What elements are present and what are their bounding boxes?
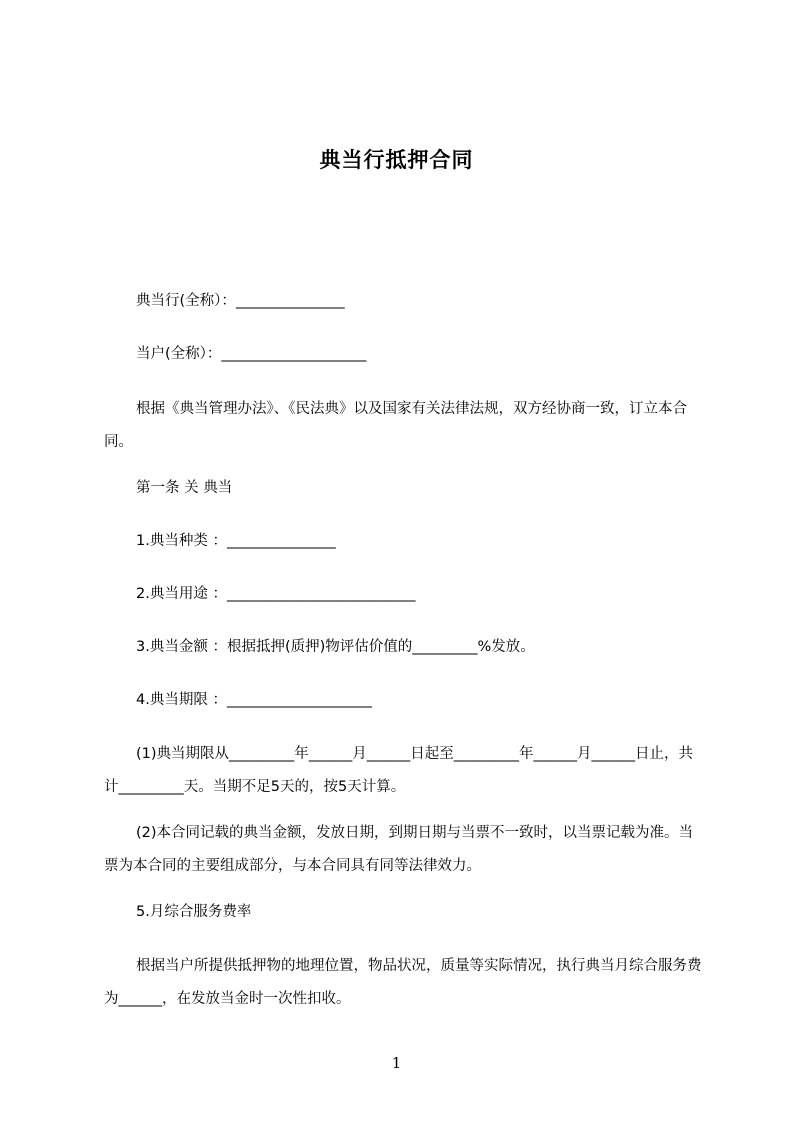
pawnshop-name-line: 典当行(全称）：_______________ [136, 293, 345, 309]
pawn-type-line: 1.典当种类 ：_______________ [136, 533, 336, 549]
article-1-heading: 第一条 关 典当 [136, 480, 233, 496]
page-number: 1 [391, 1054, 402, 1072]
document-title: 典当行抵押合同 [319, 148, 474, 172]
pawn-purpose-line: 2.典当用途 ：__________________________ [136, 586, 416, 602]
monthly-fee-paragraph: 根据当户所提供抵押物的地理位置，物品状况，质量等实际情况，执行典当月综合服务费为______，在发放当金时一次性扣收。 [104, 958, 702, 1007]
ticket-precedence-paragraph: (2)本合同记载的典当金额，发放日期，到期日期与当票不一致时，以当票记载为准。当票为本合同的主要组成部分，与本合同具有同等法律效力。 [104, 825, 694, 874]
pawn-term-line: 4.典当期限 ：____________________ [136, 692, 372, 708]
intro-paragraph: 根据《典当管理办法》、《民法典》以及国家有关法律法规，双方经协商一致，订立本合同。 [104, 401, 687, 450]
term-period-paragraph: (1)典当期限从_________年______月______日起至_________年______月______日止，共计_________天。当期不足5天的，按5天计算。 [104, 746, 694, 795]
monthly-fee-heading: 5.月综合服务费率 [136, 904, 252, 920]
pawner-name-line: 当户(全称）：____________________ [136, 346, 367, 362]
pawn-amount-line: 3.典当金额 ：根据抵押(质押)物评估价值的_________%发放。 [136, 639, 535, 655]
